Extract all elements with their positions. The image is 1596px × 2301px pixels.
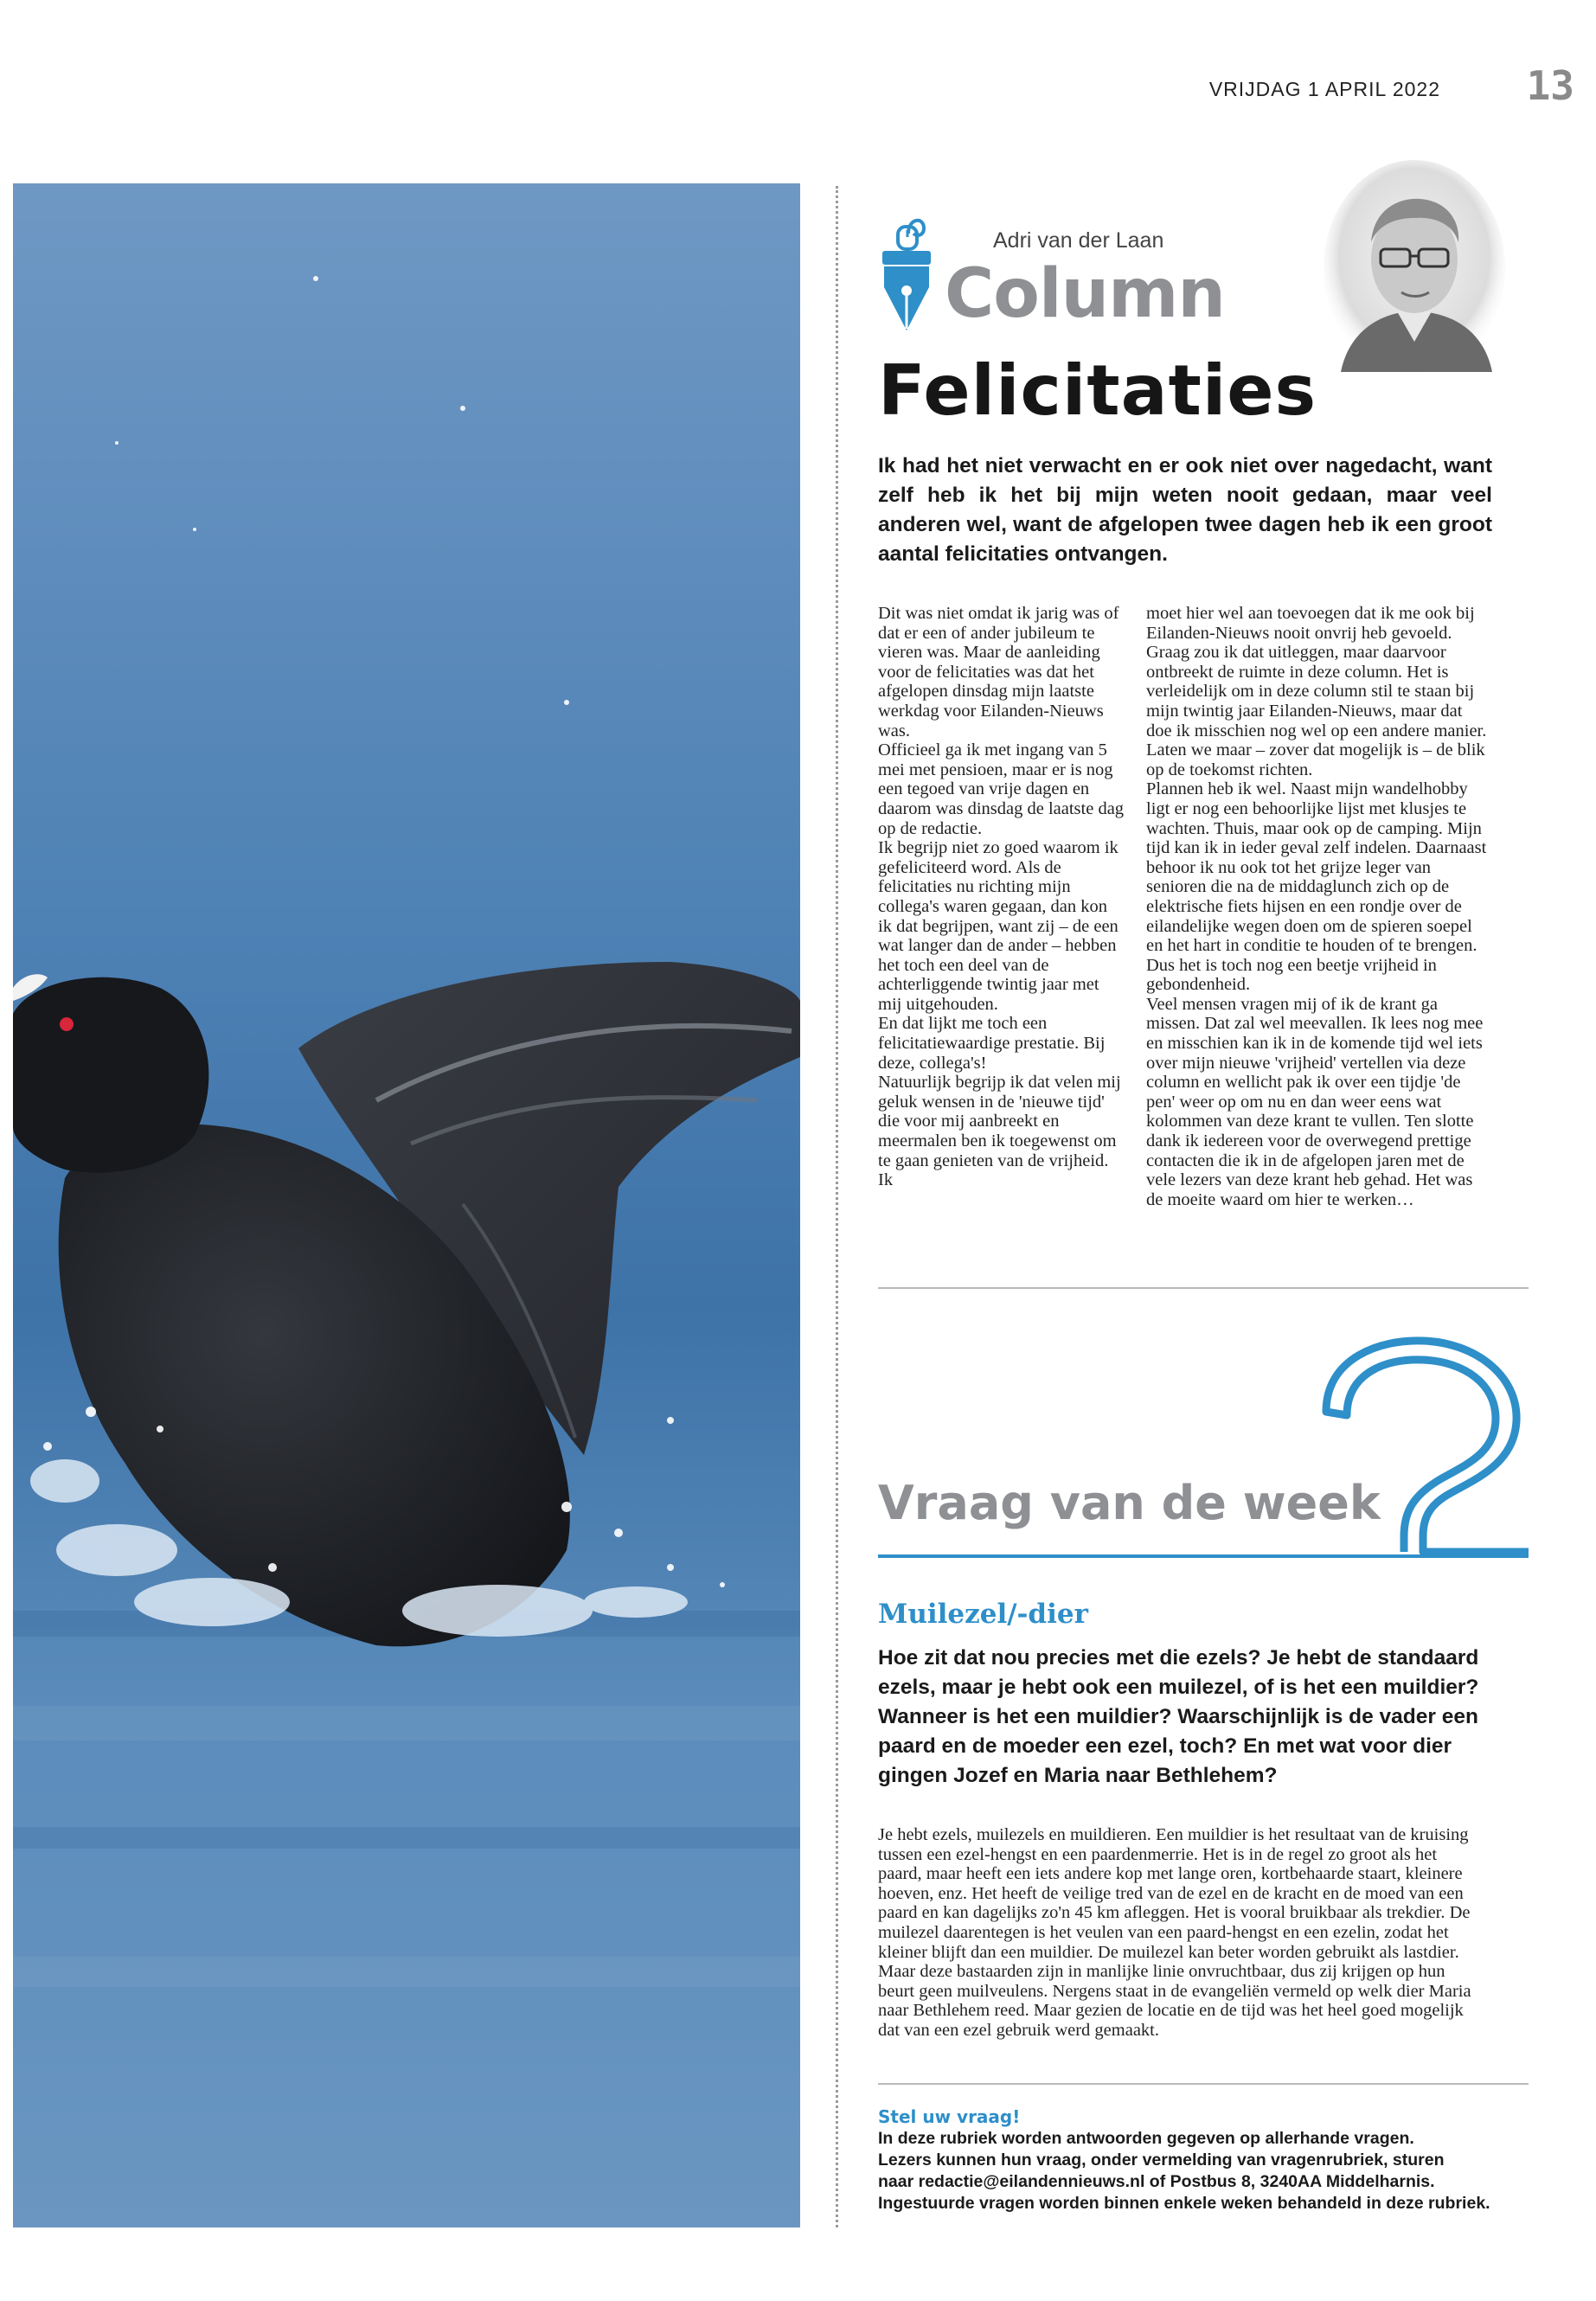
paragraph: Plannen heb ik wel. Naast mijn wandelhobby ligt er nog een behoorlijke lijst met klusjes te wachten. Thuis, maar ook op de camping. Mijn tijd kan ik in ieder geval zelf indelen. Daarnaast behoor ik nu ook tot het grijze leger van senioren die na de middaglunch zich op de elektrische fiets hijsen en een rondje over de eilandelijke wegen doen om de spieren soepel en het hart in conditie te houden of te brengen. Dus het is toch nog een beetje vrijheid in gebondenheid. (1146, 779, 1487, 995)
column-intro: Ik had het niet verwacht en er ook niet over nagedacht, want zelf heb ik het bij mijn weten nooit gedaan, maar veel anderen wel, want de afgelopen twee dagen heb ik een groot aantal felicitaties ontvangen. (878, 454, 1492, 566)
stel-uw-vraag-text (878, 2128, 1544, 2214)
section-label: Column (945, 255, 1225, 333)
paragraph: En dat lijkt me toch een felicitatiewaardige prestatie. Bij deze, collega's! (878, 1014, 1106, 1073)
column-headline: Felicitaties (878, 350, 1317, 431)
section-divider (878, 2083, 1529, 2085)
page-date: VRIJDAG 1 APRIL 2022 (1208, 78, 1440, 100)
vraag-question: Hoe zit dat nou precies met die ezels? Je hebt de standaard ezels, maar je hebt ook een muilezel, of is het een muildier? Wanneer is het een muildier? Waarschijnlijk is de vader een paard en de moeder een ezel, toch? En met wat voor dier gingen Jozef en Maria naar Bethlehem? (878, 1646, 1479, 1787)
paragraph: Natuurlijk begrijp ik dat velen mij geluk wensen in de 'nieuwe tijd' die voor mij aanbreekt en meermalen ben ik toegewenst om te gaan genieten van de vrijheid. Ik (878, 1073, 1121, 1190)
question-mark-icon (1302, 1332, 1535, 1566)
paragraph: Veel mensen vragen mij of ik de krant ga missen. Dat zal wel meevallen. Ik lees nog mee en misschien kan ik in de komende tijd wel iets over mijn nieuwe 'vrijheid' vertellen via deze column en wellicht pak ik over een tijdje 'de pen' weer op om nu en dan weer eens wat kolommen van deze krant te vullen. Ten slotte dank ik iedereen voor de overwegend prettige contacten die ik in de afgelopen jaren met de vele lezers van deze krant heb gehad. Het was de moeite waard om hier te werken… (1146, 994, 1484, 1209)
vraag-underline (878, 1554, 1529, 1558)
coot-photo (13, 183, 800, 2227)
author-portrait (1324, 156, 1505, 381)
page-number: 13 (1526, 62, 1574, 109)
stel-line: naar redactie@eilandennieuws.nl of Postbus 8, 3240AA Middelharnis. (878, 2172, 1435, 2191)
paragraph: moet hier wel aan toevoegen dat ik me ook bij Eilanden-Nieuws nooit onvrij heb gevoeld. Graag zou ik dat uitleggen, maar daarvoor ontbreekt de ruimte in deze column. Het is verleidelijk om in deze column stil te staan bij mijn twintig jaar Eilanden-Nieuws, maar dat doe ik misschien nog wel op een andere manier. Laten we maar – zover dat mogelijk is – de blik op de toekomst richten. (1146, 604, 1487, 779)
stel-line: Ingestuurde vragen worden binnen enkele weken behandeld in deze rubriek. (878, 2194, 1490, 2213)
paragraph: Dit was niet omdat ik jarig was of dat er een of ander jubileum te vieren was. Maar de aanleiding voor de felicitaties was dat het afgelopen dinsdag mijn laatste werkdag voor Eilanden-Nieuws was. (878, 604, 1119, 740)
stel-uw-vraag-title: Stel uw vraag! (878, 2106, 1021, 2127)
author-name: Adri van der Laan (993, 228, 1164, 253)
column-body-left (878, 604, 1125, 1190)
section-divider (878, 1287, 1529, 1289)
column-divider (836, 186, 838, 2227)
vraag-subject: Muilezel/-dier (878, 1599, 1088, 1630)
stel-line: Lezers kunnen hun vraag, onder vermelding van vragenrubriek, sturen (878, 2150, 1445, 2170)
vraag-answer: Je hebt ezels, muilezels en muildieren. Een muildier is het resultaat van de kruising tussen een ezel-hengst en een paardenmerrie. Het is in de regel zo groot als het paard, maar heeft een iets andere kop met lange oren, kortbehaarde staart, kleinere hoeven, enz. Het heeft de veilige tred van de ezel en de kracht en de moed van een paard en kan dagelijks zo'n 45 km afleggen. Het is vooral bruikbaar als trekdier. De muilezel daarentegen is het veulen van een paard-hengst en een ezelin, zodat het kleiner blijft dan een muildier. De muilezel kan beter worden gebruikt als lastdier. Maar deze bastaarden zijn in manlijke linie onvruchtbaar, dus zij krijgen op hun beurt geen muilveulens. Nergens staat in de evangeliën vermeld op welk dier Maria naar Bethlehem reed. Maar gezien de locatie en de tijd was het heel goed mogelijk dat van een ezel gebruik werd gemaakt. (878, 1825, 1471, 2040)
stel-line: In deze rubriek worden antwoorden gegeven op allerhande vragen. (878, 2129, 1414, 2148)
column-body-right (1146, 604, 1488, 1209)
vraag-section-title: Vraag van de week (878, 1476, 1381, 1530)
paragraph: Ik begrijp niet zo goed waarom ik gefeliciteerd word. Als de felicitaties nu richting mijn collega's waren gegaan, dan kon ik dat begrijpen, want zij – de een wat langer dan de ander – hebben het toch een deel van de achterliggende twintig jaar met mij uitgehouden. (878, 838, 1118, 1014)
fountain-pen-mouse-icon (875, 208, 936, 337)
paragraph: Officieel ga ik met ingang van 5 mei met pensioen, maar er is nog een tegoed van vrije dagen en daarom was dinsdag de laatste dag op de redactie. (878, 740, 1125, 838)
